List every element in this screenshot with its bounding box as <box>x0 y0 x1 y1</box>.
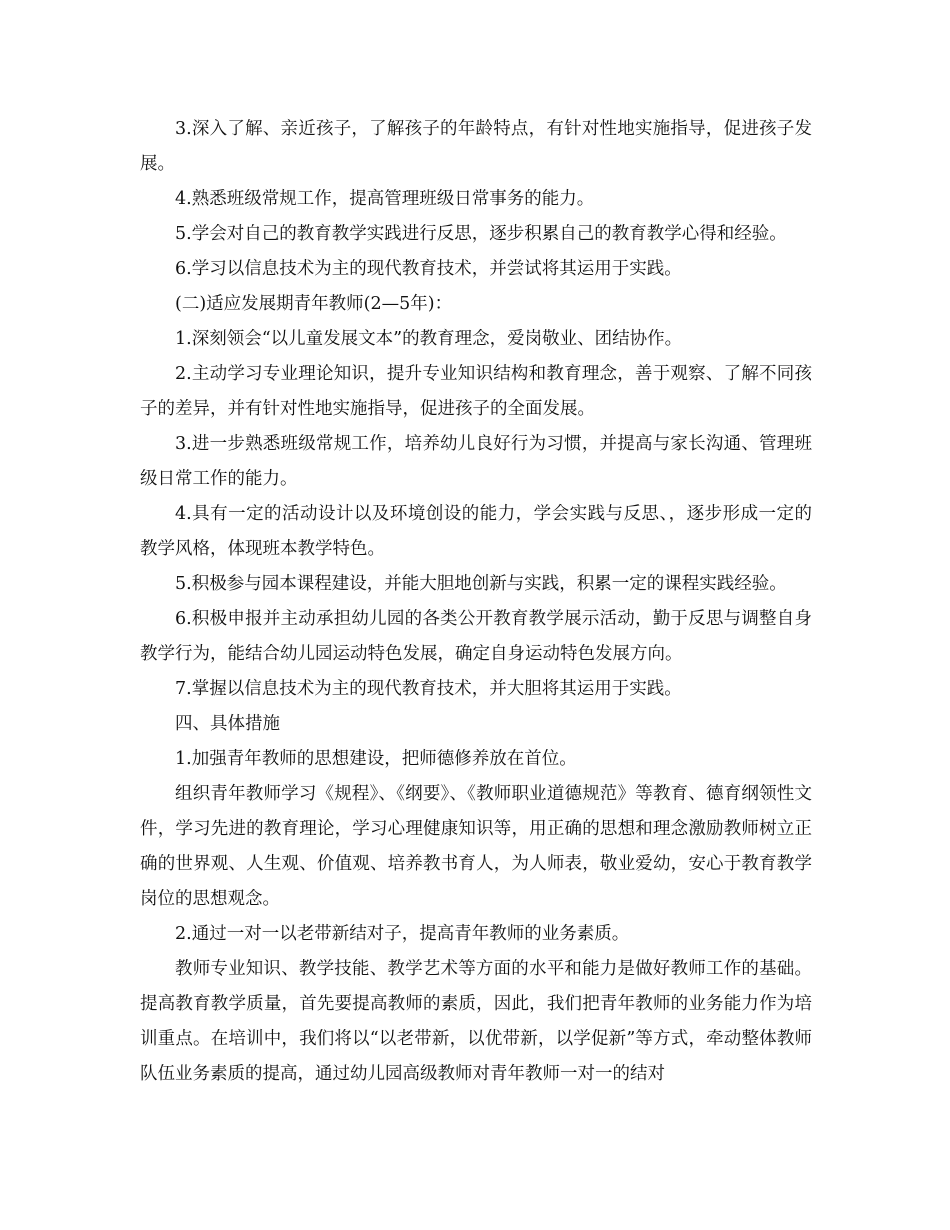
paragraph-adaptive-2: 2.主动学习专业理论知识，提升专业知识结构和教育理念，善于观察、了解不同孩子的差异，并有针对性地实施指导，促进孩子的全面发展。 <box>140 364 812 419</box>
paragraph-goal-4: 4.熟悉班级常规工作，提高管理班级日常事务的能力。 <box>175 189 595 209</box>
section-heading-measures: 四、具体措施 <box>175 714 280 734</box>
section-heading-adaptive-stage: (二)适应发展期青年教师(2—5年)： <box>175 294 453 314</box>
paragraph-adaptive-3: 3.进一步熟悉班级常规工作，培养幼儿良好行为习惯，并提高与家长沟通、管理班级日常工作的能力。 <box>140 434 812 489</box>
paragraph-adaptive-4: 4.具有一定的活动设计以及环境创设的能力，学会实践与反思、，逐步形成一定的教学风格，体现班本教学特色。 <box>140 504 812 559</box>
paragraph-measure-1: 1.加强青年教师的思想建设，把师德修养放在首位。 <box>175 749 577 769</box>
paragraph-adaptive-1: 1.深刻领会“以儿童发展文本”的教育理念，爱岗敬业、团结协作。 <box>175 329 683 349</box>
paragraph-goal-3: 3.深入了解、亲近孩子，了解孩子的年龄特点，有针对性地实施指导，促进孩子发展。 <box>140 119 812 174</box>
paragraph-measure-2: 2.通过一对一以老带新结对子，提高青年教师的业务素质。 <box>175 924 630 944</box>
paragraph-adaptive-6: 6.积极申报并主动承担幼儿园的各类公开教育教学展示活动，勤于反思与调整自身教学行为，能结合幼儿园运动特色发展，确定自身运动特色发展方向。 <box>140 609 812 664</box>
paragraph-goal-5: 5.学会对自己的教育教学实践进行反思，逐步积累自己的教育教学心得和经验。 <box>175 224 787 244</box>
paragraph-goal-6: 6.学习以信息技术为主的现代教育技术，并尝试将其运用于实践。 <box>175 259 682 279</box>
document-page <box>140 112 812 1092</box>
paragraph-measure-1-body: 组织青年教师学习《规程》、《纲要》、《教师职业道德规范》等教育、德育纲领性文件，学习先进的教育理论，学习心理健康知识等，用正确的思想和理念激励教师树立正确的世界观、人生观、价值观、培养教书育人，为人师表，敬业爱幼，安心于教育教学岗位的思想观念。 <box>140 784 812 909</box>
paragraph-measure-2-body: 教师专业知识、教学技能、教学艺术等方面的水平和能力是做好教师工作的基础。提高教育教学质量，首先要提高教师的素质，因此，我们把青年教师的业务能力作为培训重点。在培训中，我们将以“以老带新，以优带新，以学促新”等方式，牵动整体教师队伍业务素质的提高，通过幼儿园高级教师对青年教师一对一的结对 <box>140 959 812 1084</box>
paragraph-adaptive-7: 7.掌握以信息技术为主的现代教育技术，并大胆将其运用于实践。 <box>175 679 682 699</box>
paragraph-adaptive-5: 5.积极参与园本课程建设，并能大胆地创新与实践，积累一定的课程实践经验。 <box>175 574 787 594</box>
